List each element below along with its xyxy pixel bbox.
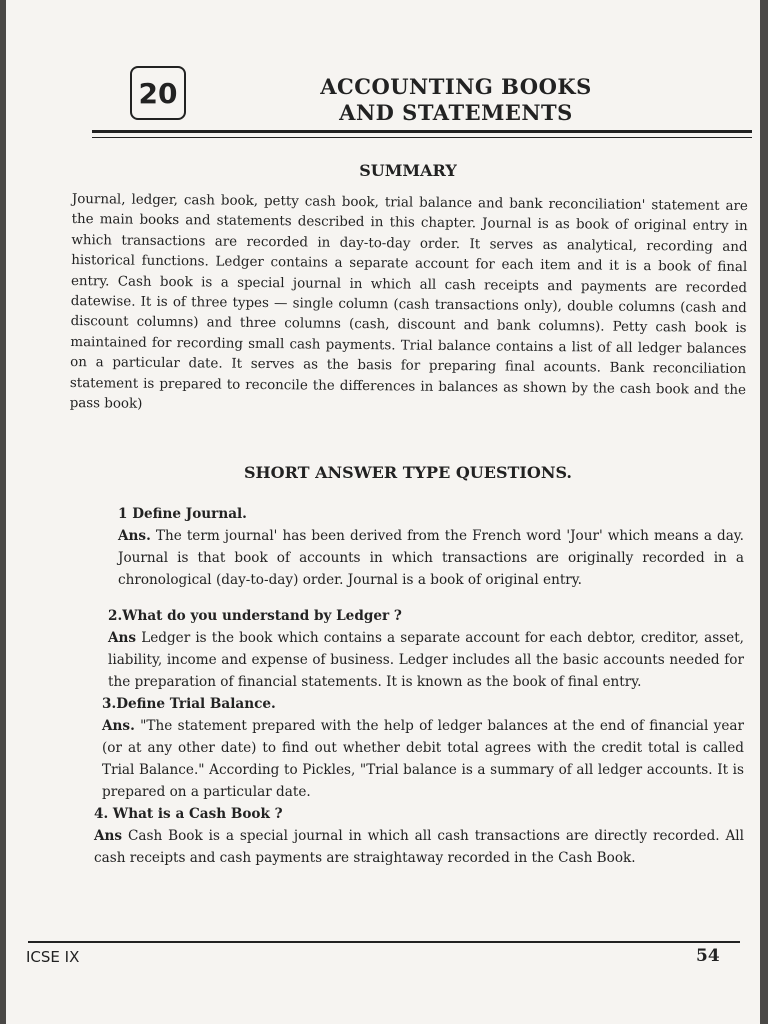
answer-label: Ans bbox=[108, 630, 137, 646]
question-text: 1 Define Journal. bbox=[118, 506, 247, 522]
summary-heading: SUMMARY bbox=[359, 161, 457, 180]
answer-body: Ledger is the book which contains a separate account for each debtor, creditor, asset, liability, income and expense of business. Ledger includes all the basic accounts needed for the preparation of financial statements. It is known as the book of final entry. bbox=[108, 630, 744, 690]
answer-body: Cash Book is a special journal in which all cash transactions are directly recorded. All cash receipts and cash payments are straightaway recorded in the Cash Book. bbox=[94, 828, 744, 866]
book-page bbox=[6, 0, 760, 1024]
short-answer-heading: SHORT ANSWER TYPE QUESTIONS. bbox=[244, 463, 572, 482]
footer-book-label: ICSE IX bbox=[26, 948, 80, 966]
question-item-1 bbox=[88, 503, 744, 591]
answer-label: Ans bbox=[94, 828, 123, 844]
header-rule-thin bbox=[92, 137, 752, 138]
answer-body: "The statement prepared with the help of ledger balances at the end of financial year (or at any other date) to find out whether debit total agrees with the credit total is called Trial Balance." According to Pickles, "Trial balance is a summary of all ledger accounts. It is prepared on a particular date. bbox=[102, 718, 744, 800]
question-text: 2.What do you understand by Ledger ? bbox=[108, 608, 402, 624]
answer-text bbox=[118, 525, 744, 591]
header-rule-thick bbox=[92, 130, 752, 133]
answer-body: The term journal' has been derived from the French word 'Jour' which means a day. Journal is that book of accounts in which transactions are originally recorded in a chronological (day-to-day) order. Journal is a book of original entry. bbox=[118, 528, 744, 588]
chapter-number: 20 bbox=[138, 76, 178, 110]
page-number: 54 bbox=[696, 946, 720, 966]
chapter-title-line1: ACCOUNTING BOOKS bbox=[320, 74, 592, 99]
question-text: 3.Define Trial Balance. bbox=[102, 696, 276, 712]
question-item-3 bbox=[88, 693, 744, 803]
footer-rule bbox=[28, 941, 740, 943]
question-text: 4. What is a Cash Book ? bbox=[94, 806, 283, 822]
answer-text bbox=[108, 627, 744, 693]
answer-text bbox=[94, 825, 744, 869]
answer-label: Ans. bbox=[118, 528, 151, 544]
question-item-2 bbox=[88, 605, 744, 693]
answer-label: Ans. bbox=[102, 718, 135, 734]
chapter-title bbox=[246, 74, 666, 126]
chapter-title-line2: AND STATEMENTS bbox=[339, 100, 573, 125]
question-list bbox=[88, 503, 744, 869]
answer-text bbox=[102, 715, 744, 803]
chapter-number-box bbox=[130, 66, 186, 120]
summary-paragraph: Journal, ledger, cash book, petty cash book, trial balance and bank reconciliation' statement are the main books and statements described in this chapter. Journal is as book of original entry in which transactions are recorded in day-to-day order. It serves as analytical, recording and historical functions. Ledger contains a separate account for each item and it is a book of final entry. Cash book is a special journal in which all cash receipts and payments are recorded datewise. It is of three types — single column (cash transactions only), double columns (cash and discount columns) and three columns (cash, discount and bank columns). Petty cash book is maintained for recording small cash payments. Trial balance contains a list of all ledger balances on a particular date. It serves as the basis for preparing final acounts. Bank reconciliation statement is prepared to reconcile the differences in balances as shown by the cash book and the pass book) bbox=[69, 191, 748, 412]
question-item-4 bbox=[88, 803, 744, 869]
